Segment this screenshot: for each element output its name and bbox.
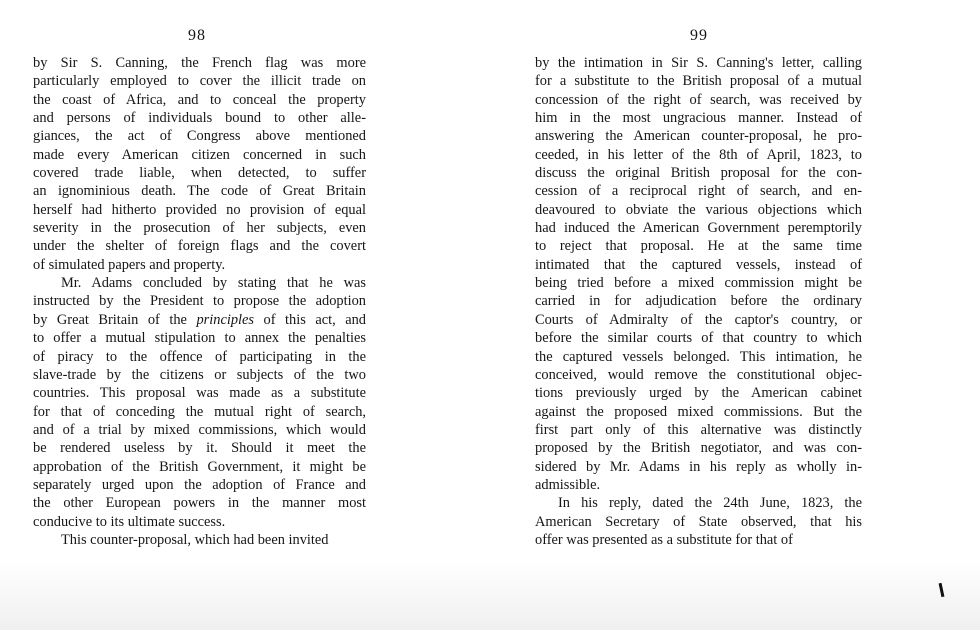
text-line: of simulated papers and property. <box>33 256 226 273</box>
text-line: the captured vessels belonged. This intimation, he <box>535 348 862 365</box>
text-line: intimated that the captured vessels, instead of <box>535 256 862 273</box>
text-line: approbation of the British Government, it might be <box>33 458 366 475</box>
right-page-text <box>535 54 862 549</box>
text-line: This counter-proposal, which had been invited <box>61 531 329 548</box>
text-line: by Great Britain of the principles of this act, and <box>33 311 366 328</box>
text-line: ceeded, in his letter of the 8th of April, 1823, to <box>535 146 862 163</box>
text-line: the other European powers in the manner most <box>33 495 366 512</box>
text-line: for a substitute to the British proposal of a mutual <box>535 73 862 90</box>
text-line: and persons of individuals bound to other alle- <box>33 110 366 127</box>
text-line: of piracy to the offence of participating in the <box>33 348 366 365</box>
text-line: conceived, would remove the constitutional objec- <box>535 366 862 383</box>
text-line: concession of the right of search, was received by <box>535 91 862 108</box>
text-line: an ignominious death. The code of Great Britain <box>33 183 366 200</box>
text-line: covered trade liable, when detected, to suffer <box>33 165 366 182</box>
text-line: to offer a mutual stipulation to annex the penalties <box>33 330 366 347</box>
text-line: cession of a reciprocal right of search, and en- <box>535 183 862 200</box>
text-line: tions previously urged by the American cabinet <box>535 385 862 402</box>
text-line: In his reply, dated the 24th June, 1823, the <box>558 495 862 512</box>
text-line: countries. This proposal was made as a substitute <box>33 385 366 402</box>
page-number-left: 98 <box>188 27 206 44</box>
text-line: carried in for adjudication before the ordinary <box>535 293 862 310</box>
text-line: the coast of Africa, and to conceal the property <box>33 91 366 108</box>
text-line: sidered by Mr. Adams in his reply as wholly in- <box>535 458 862 475</box>
left-page-text <box>33 54 366 549</box>
text-line: first part only of this alternative was distinctly <box>535 421 862 438</box>
text-line: be rendered useless by it. Should it meet the <box>33 440 366 457</box>
text-line: Mr. Adams concluded by stating that he was <box>61 275 366 292</box>
text-line: Courts of Admiralty of the captor's country, or <box>535 311 862 328</box>
text-line: giances, the act of Congress above mentioned <box>33 128 366 145</box>
text-line: under the shelter of foreign flags and the covert <box>33 238 366 255</box>
text-line: offer was presented as a substitute for that of <box>535 531 793 548</box>
text-line: slave-trade by the citizens or subjects of the two <box>33 366 366 383</box>
text-line: had induced the American Government peremptorily <box>535 220 862 237</box>
text-line: by the intimation in Sir S. Canning's letter, calling <box>535 55 862 71</box>
text-line: proposed by the British negotiator, and was con- <box>535 440 862 457</box>
text-line: made every American citizen concerned in such <box>33 146 366 163</box>
scan-shading <box>0 560 980 630</box>
text-line: severity in the prosecution of her subjects, even <box>33 220 366 237</box>
text-line: particularly employed to cover the illicit trade on <box>33 73 366 90</box>
text-line: herself had hitherto provided no provision of equal <box>33 201 366 218</box>
text-line: and of a trial by mixed commissions, which would <box>33 421 366 438</box>
text-line: answering the American counter-proposal, he pro- <box>535 128 862 145</box>
text-line: against the proposed mixed commissions. But the <box>535 403 862 420</box>
text-line: deavoured to obviate the various objections which <box>535 201 862 218</box>
text-line: by Sir S. Canning, the French flag was more <box>33 55 366 71</box>
text-line: discuss the original British proposal for the con- <box>535 165 862 182</box>
text-line: conducive to its ultimate success. <box>33 513 226 530</box>
text-line: being tried before a mixed commission might be <box>535 275 862 292</box>
text-line: for that of conceding the mutual right of search, <box>33 403 366 420</box>
text-line: admissible. <box>535 476 601 493</box>
text-line: him in the most ungracious manner. Instead of <box>535 110 862 127</box>
text-line: American Secretary of State observed, that his <box>535 513 862 530</box>
text-line: instructed by the President to propose the adoption <box>33 293 366 310</box>
text-line: before the similar courts of that country to which <box>535 330 862 347</box>
text-line: separately urged upon the adoption of France and <box>33 476 366 493</box>
text-line: to reject that proposal. He at the same time <box>535 238 862 255</box>
page-number-right: 99 <box>690 27 708 44</box>
